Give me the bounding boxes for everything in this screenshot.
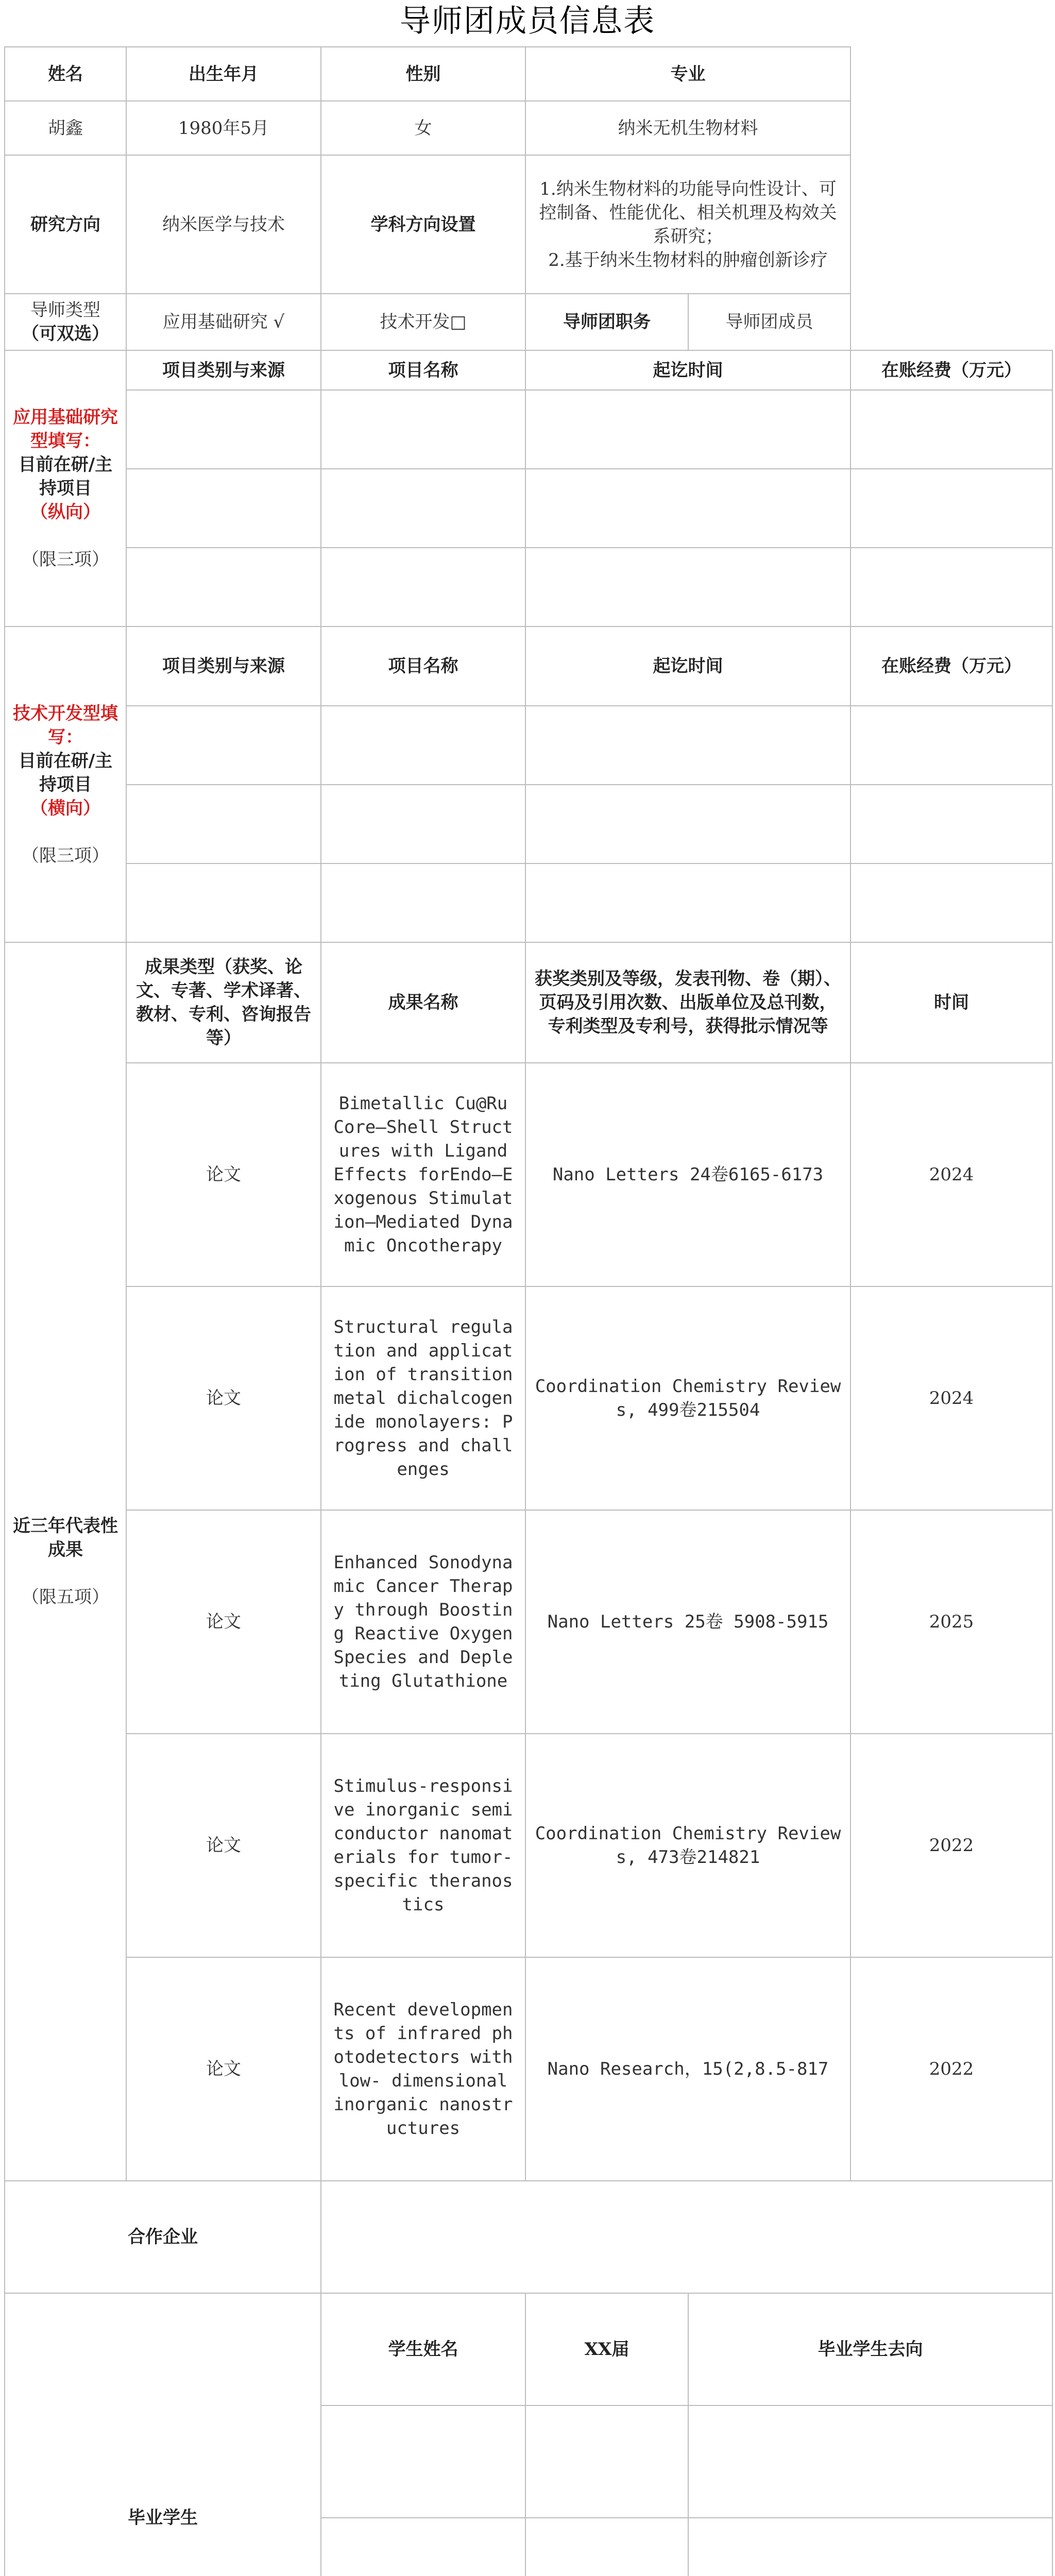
applied-name-cell[interactable] (321, 469, 525, 548)
achievements-label-text: 近三年代表性成果 (13, 1516, 118, 1560)
graduates-header-row (5, 2293, 1052, 2405)
tech-source-cell[interactable] (126, 706, 321, 785)
birth-value[interactable]: 1980年5月 (126, 101, 321, 155)
graduate-class-header: XX届 (525, 2293, 688, 2405)
duty-label: 导师团职务 (525, 294, 688, 350)
applied-funds-header: 在账经费（万元） (850, 350, 1052, 390)
achievement-row (5, 1734, 1052, 1957)
achievement-row (5, 1510, 1052, 1734)
achievements-limit: （限五项） (22, 1587, 109, 1607)
achievement-detail[interactable]: Coordination Chemistry Reviews, 499卷215504 (525, 1286, 850, 1510)
tech-name-cell[interactable] (321, 785, 525, 863)
applied-source-cell[interactable] (126, 390, 321, 469)
achievement-detail[interactable]: Nano Letters 25卷 5908-5915 (525, 1510, 850, 1734)
graduate-class-cell[interactable] (525, 2518, 688, 2576)
mentor-type-label-line2: （可双选） (22, 324, 109, 344)
duty-value[interactable]: 导师团成员 (688, 294, 850, 350)
graduate-destination-header: 毕业学生去向 (688, 2293, 1052, 2405)
mentor-type-tech-option[interactable]: 技术开发□ (321, 294, 525, 350)
applied-label-black: 目前在研/主持项目 (18, 454, 113, 499)
applied-project-row (5, 548, 1052, 626)
achievement-time[interactable]: 2022 (850, 1957, 1052, 2181)
achievement-time[interactable]: 2025 (850, 1510, 1052, 1734)
applied-source-cell[interactable] (126, 548, 321, 626)
tech-name-header: 项目名称 (321, 626, 525, 706)
achievement-type[interactable]: 论文 (126, 1957, 321, 2181)
achievement-time[interactable]: 2022 (850, 1734, 1052, 1957)
applied-name-cell[interactable] (321, 390, 525, 469)
mentor-type-label (5, 294, 126, 350)
achievement-detail[interactable]: Nano Research，15(2,8.5-817 (525, 1957, 850, 2181)
blank-corner (850, 47, 1052, 350)
applied-period-cell[interactable] (525, 548, 850, 626)
tech-label-red2: （横向） (30, 798, 100, 819)
tech-source-cell[interactable] (126, 863, 321, 942)
graduates-label: 毕业学生 (5, 2293, 321, 2576)
discipline-line-1: 1.纳米生物材料的功能导向性设计、可控制备、性能优化、相关机理及构效关系研究； (539, 178, 837, 247)
achievement-name-header: 成果名称 (321, 942, 525, 1063)
major-value[interactable]: 纳米无机生物材料 (525, 101, 850, 155)
achievement-name[interactable]: Enhanced Sonodynamic Cancer Therapy through Boosting Reactive Oxygen Species and Depleting Glutathione (321, 1510, 525, 1734)
applied-name-header: 项目名称 (321, 350, 525, 390)
achievement-name[interactable]: Recent developments of infrared photodetectors with low- dimensional inorganic nanostructures (321, 1957, 525, 2181)
achievement-row (5, 1286, 1052, 1510)
applied-label-red: 应用基础研究型填写： (13, 407, 118, 451)
basic-header-row (5, 47, 1052, 101)
name-value[interactable]: 胡鑫 (5, 101, 126, 155)
achievements-header-row (5, 942, 1052, 1063)
partner-value[interactable] (321, 2181, 1052, 2293)
applied-project-row (5, 469, 1052, 548)
tech-period-cell[interactable] (525, 785, 850, 863)
tech-project-row (5, 706, 1052, 785)
graduate-name-cell[interactable] (321, 2405, 525, 2518)
achievements-label (5, 942, 126, 2181)
tech-period-cell[interactable] (525, 863, 850, 942)
achievement-time[interactable]: 2024 (850, 1286, 1052, 1510)
gender-value[interactable]: 女 (321, 101, 525, 155)
birth-header: 出生年月 (126, 47, 321, 101)
applied-period-cell[interactable] (525, 390, 850, 469)
tech-funds-header: 在账经费（万元） (850, 626, 1052, 706)
partner-row (5, 2181, 1052, 2293)
tech-source-cell[interactable] (126, 785, 321, 863)
name-header: 姓名 (5, 47, 126, 101)
applied-source-header: 项目类别与来源 (126, 350, 321, 390)
major-header: 专业 (525, 47, 850, 101)
achievement-detail-header: 获奖类别及等级，发表刊物、卷（期）、页码及引用次数、出版单位及总刊数，专利类型及专利号，获得批示情况等 (525, 942, 850, 1063)
research-label: 研究方向 (5, 155, 126, 294)
applied-funds-cell[interactable] (850, 390, 1052, 469)
mentor-info-table (4, 46, 1053, 2576)
applied-limit: （限三项） (22, 549, 109, 570)
tech-label-red: 技术开发型填写： (13, 703, 118, 748)
mentor-type-label-line1: 导师类型 (30, 300, 100, 320)
applied-period-cell[interactable] (525, 469, 850, 548)
research-value[interactable]: 纳米医学与技术 (126, 155, 321, 294)
tech-name-cell[interactable] (321, 706, 525, 785)
tech-funds-cell[interactable] (850, 706, 1052, 785)
partner-label: 合作企业 (5, 2181, 321, 2293)
applied-source-cell[interactable] (126, 469, 321, 548)
applied-name-cell[interactable] (321, 548, 525, 626)
discipline-value[interactable] (525, 155, 850, 294)
tech-period-cell[interactable] (525, 706, 850, 785)
achievement-type[interactable]: 论文 (126, 1286, 321, 1510)
tech-project-row (5, 863, 1052, 942)
achievement-type[interactable]: 论文 (126, 1510, 321, 1734)
achievement-name[interactable]: Stimulus-responsive inorganic semiconductor nanomaterials for tumor-specific theranostics (321, 1734, 525, 1957)
discipline-label: 学科方向设置 (321, 155, 525, 294)
achievement-detail[interactable]: Nano Letters 24卷6165-6173 (525, 1063, 850, 1286)
tech-label-black: 目前在研/主持项目 (18, 750, 113, 795)
achievement-type-header: 成果类型（获奖、论文、专著、学术译著、教材、专利、咨询报告等） (126, 942, 321, 1063)
tech-period-header: 起讫时间 (525, 626, 850, 706)
graduate-class-cell[interactable] (525, 2405, 688, 2518)
achievement-time[interactable]: 2024 (850, 1063, 1052, 1286)
achievement-detail[interactable]: Coordination Chemistry Reviews, 473卷214821 (525, 1734, 850, 1957)
tech-source-header: 项目类别与来源 (126, 626, 321, 706)
applied-label-red2: （纵向） (30, 502, 100, 522)
applied-section-label (5, 350, 126, 626)
graduate-destination-cell[interactable] (688, 2405, 1052, 2518)
tech-funds-cell[interactable] (850, 785, 1052, 863)
achievement-name[interactable]: Bimetallic Cu@Ru Core–Shell Structures with Ligand Effects forEndo–Exogenous Stimulation–Mediated Dynamic Oncotherapy (321, 1063, 525, 1286)
applied-period-header: 起讫时间 (525, 350, 850, 390)
applied-project-row (5, 390, 1052, 469)
mentor-type-applied-option[interactable]: 应用基础研究 √ (126, 294, 321, 350)
applied-header-row (5, 350, 1052, 390)
applied-funds-cell[interactable] (850, 548, 1052, 626)
page-title: 导师团成员信息表 (400, 3, 655, 39)
achievement-row (5, 1957, 1052, 2181)
achievement-type[interactable]: 论文 (126, 1734, 321, 1957)
graduate-name-cell[interactable] (321, 2518, 525, 2576)
discipline-line-2: 2.基于纳米生物材料的肿瘤创新诊疗 (548, 249, 828, 270)
achievement-time-header: 时间 (850, 942, 1052, 1063)
tech-name-cell[interactable] (321, 863, 525, 942)
applied-funds-cell[interactable] (850, 469, 1052, 548)
tech-header-row (5, 626, 1052, 706)
graduate-destination-cell[interactable] (688, 2518, 1052, 2576)
tech-section-label (5, 626, 126, 942)
tech-limit: （限三项） (22, 845, 109, 866)
achievement-type[interactable]: 论文 (126, 1063, 321, 1286)
tech-funds-cell[interactable] (850, 863, 1052, 942)
tech-project-row (5, 785, 1052, 863)
achievement-row (5, 1063, 1052, 1286)
graduate-name-header: 学生姓名 (321, 2293, 525, 2405)
achievement-name[interactable]: Structural regulation and application of transition metal dichalcogenide monolayers: Progress and challenges (321, 1286, 525, 1510)
gender-header: 性别 (321, 47, 525, 101)
